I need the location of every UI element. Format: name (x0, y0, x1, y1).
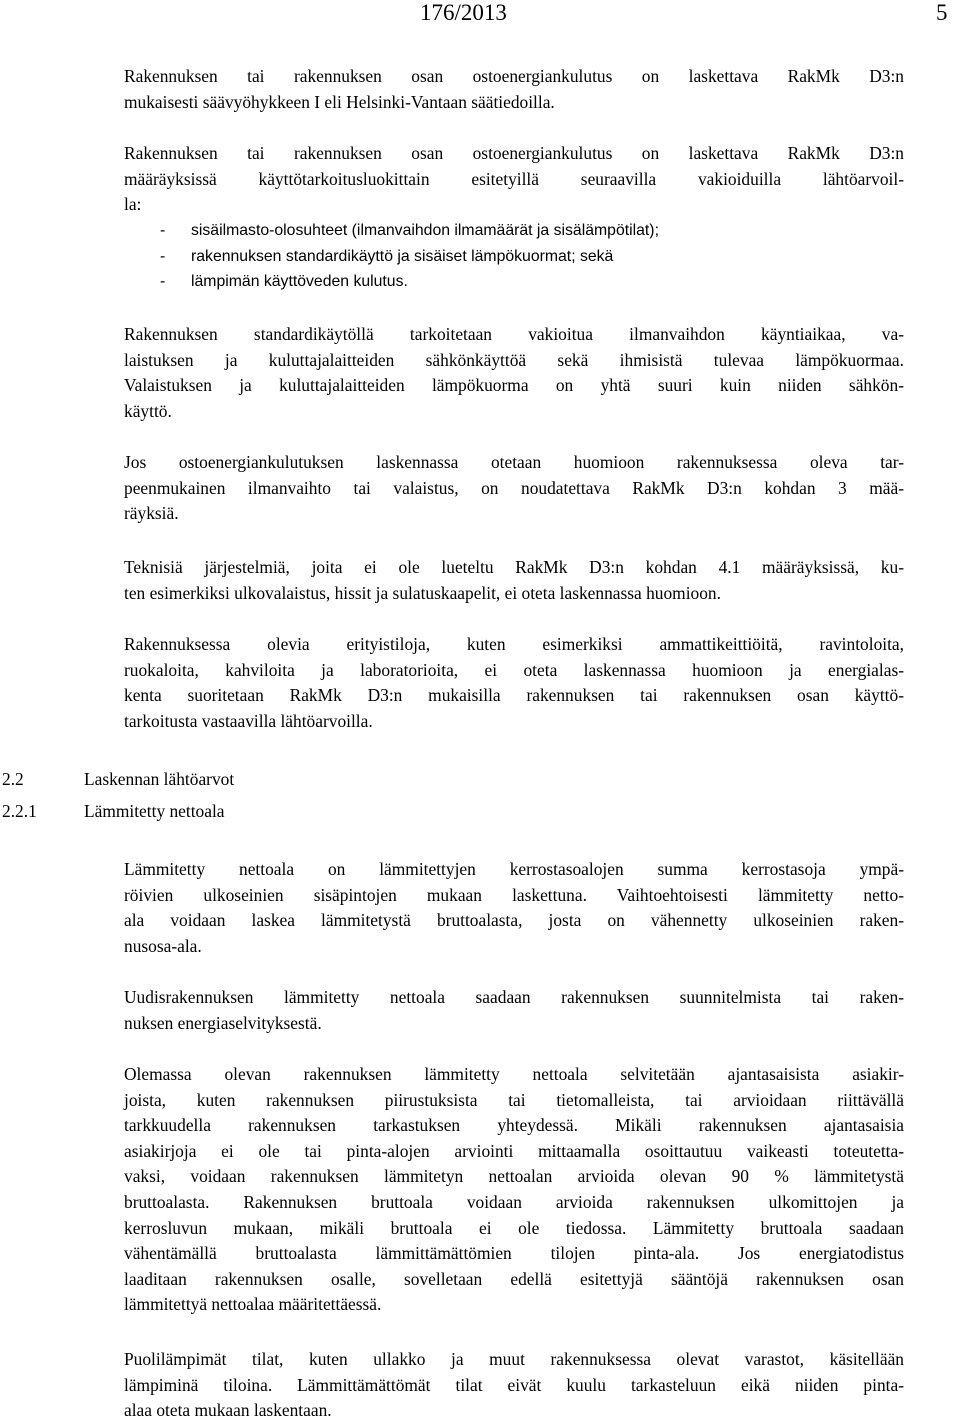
section-title: Laskennan lähtöarvot (84, 769, 235, 789)
paragraph-existing-building-area (124, 1062, 904, 1318)
text-line: Rakennuksen tai rakennuksen osan ostoenergiankulutus on laskettava RakMk D3:n (124, 66, 904, 86)
text-line: röivien ulkoseinien sisäpintojen mukaan laskettuna. Vaihtoehtoisesti lämmitetty netto- (124, 884, 904, 905)
paragraph-technical-systems (124, 555, 904, 606)
text-line: kenta suoritetaan RakMk D3:n mukaisilla rakennuksen tai rakennuksen osan käyttö- (124, 685, 904, 706)
text-line: bruttoalasta. Rakennuksen bruttoala voidaan arvioida rakennuksen ulkomittojen ja (124, 1191, 904, 1212)
paragraph-standard-values (124, 141, 904, 218)
text-line: Valaistuksen ja kuluttajalaitteiden lämpökuorma on yhtä suuri kuin niiden sähkön- (124, 375, 904, 396)
text-line: asiakirjoja ei ole tai pinta-alojen arviointi mittaamalla osoittautuu vaikeasti toteutetta- (124, 1140, 904, 1161)
text-line: alaa oteta mukaan laskentaan. (124, 1400, 332, 1421)
list-dash: - (160, 222, 166, 239)
text-line: Rakennuksessa olevia erityistiloja, kuten esimerkiksi ammattikeittiöitä, ravintoloita, (124, 634, 904, 654)
text-line: Lämmitetty nettoala on lämmitettyjen kerrostasoalojen summa kerrostasoja ympä- (124, 859, 904, 879)
section-number: 2.2 (2, 769, 24, 789)
text-line: laistuksen ja kuluttajalaitteiden sähkönkäyttöä sekä ihmisistä tulevaa lämpökuormaa. (124, 349, 904, 370)
text-line: määräyksissä käyttötarkoitusluokittain esitetyillä seuraavilla vakioiduilla lähtöarvoil- (124, 168, 904, 189)
text-line: vähentämällä bruttoalasta lämmittämättömien tilojen pinta-ala. Jos energiatodistus (124, 1243, 904, 1264)
text-line: ten esimerkiksi ulkovalaistus, hissit ja sulatuskaapelit, ei oteta laskennassa huomioon. (124, 582, 721, 603)
paragraph-demand-ventilation (124, 450, 904, 527)
list-item-text: sisäilmasto-olosuhteet (ilmanvaihdon ilmamäärät ja sisälämpötilat); (191, 222, 659, 239)
list-dash: - (160, 247, 166, 265)
text-line: Jos ostoenergiankulutuksen laskennassa otetaan huomioon rakennuksessa oleva tar- (124, 452, 904, 472)
paragraph-calculation-climate (124, 64, 904, 115)
document-number: 176/2013 (420, 0, 507, 25)
text-line: Puolilämpimät tilat, kuten ullakko ja muut rakennuksessa olevat varastot, käsitellään (124, 1349, 904, 1369)
text-line: lämmitettyä nettoalaa määritettäessä. (124, 1294, 382, 1315)
paragraph-special-spaces (124, 632, 904, 734)
text-line: ruokaloita, kahviloita ja laboratorioita, ei oteta laskennassa huomioon ja energialas- (124, 659, 904, 680)
list-item-text: lämpimän käyttöveden kulutus. (191, 273, 408, 291)
text-line: nuksen energiaselvityksestä. (124, 1012, 322, 1033)
section-title: Lämmitetty nettoala (84, 801, 225, 821)
text-line: nusosa-ala. (124, 935, 202, 956)
text-line: käyttö. (124, 400, 172, 421)
paragraph-standard-use (124, 322, 904, 424)
list-item-text: rakennuksen standardikäyttö ja sisäiset lämpökuormat; sekä (191, 247, 614, 265)
text-line: peenmukainen ilmanvaihto tai valaistus, on noudatettava RakMk D3:n kohdan 3 mää- (124, 477, 904, 498)
text-line: tarkoitusta vastaavilla lähtöarvoilla. (124, 710, 373, 731)
text-line: mukaisesti säävyöhykkeen I eli Helsinki-Vantaan säätiedoilla. (124, 91, 555, 112)
text-line: joista, kuten rakennuksen piirustuksista tai tietomalleista, tai arvioidaan riittävällä (124, 1089, 904, 1110)
section-heading-2-2 (2, 767, 234, 792)
text-line: vaksi, voidaan rakennuksen lämmitetyn nettoalan arvioida olevan 90 % lämmitetystä (124, 1166, 904, 1187)
text-line: ala voidaan laskea lämmitetystä bruttoalasta, josta on vähennetty ulkoseinien raken- (124, 910, 904, 931)
text-line: Rakennuksen tai rakennuksen osan ostoenergiankulutus on laskettava RakMk D3:n (124, 143, 904, 163)
page-number: 5 (936, 0, 948, 25)
text-line: Olemassa olevan rakennuksen lämmitetty nettoala selvitetään ajantasaisista asiakir- (124, 1064, 904, 1084)
list-dash: - (160, 273, 166, 291)
paragraph-semi-heated-spaces (124, 1347, 904, 1424)
section-heading-2-2-1 (2, 799, 225, 824)
text-line: Rakennuksen standardikäytöllä tarkoitetaan vakioitua ilmanvaihdon käyntiaikaa, va- (124, 324, 904, 344)
text-line: la: (124, 194, 142, 215)
text-line: lämpiminä tiloina. Lämmittämättömät tilat eivät kuulu tarkasteluun eikä niiden pinta- (124, 1374, 904, 1395)
paragraph-heated-net-area-definition (124, 857, 904, 959)
text-line: Teknisiä järjestelmiä, joita ei ole lueteltu RakMk D3:n kohdan 4.1 määräyksissä, ku- (124, 557, 904, 577)
text-line: tarkkuudella rakennuksen tarkastuksen yhteydessä. Mikäli rakennuksen ajantasaisia (124, 1115, 904, 1136)
text-line: kerrosluvun mukaan, mikäli bruttoala ei ole tiedossa. Lämmitetty bruttoala saadaan (124, 1217, 904, 1238)
text-line: laaditaan rakennuksen osalle, sovelletaan edellä esitettyjä sääntöjä rakennuksen osan (124, 1268, 904, 1289)
paragraph-new-building-area (124, 985, 904, 1036)
text-line: räyksiä. (124, 503, 179, 524)
text-line: Uudisrakennuksen lämmitetty nettoala saadaan rakennuksen suunnitelmista tai raken- (124, 987, 904, 1007)
section-number: 2.2.1 (2, 801, 37, 821)
